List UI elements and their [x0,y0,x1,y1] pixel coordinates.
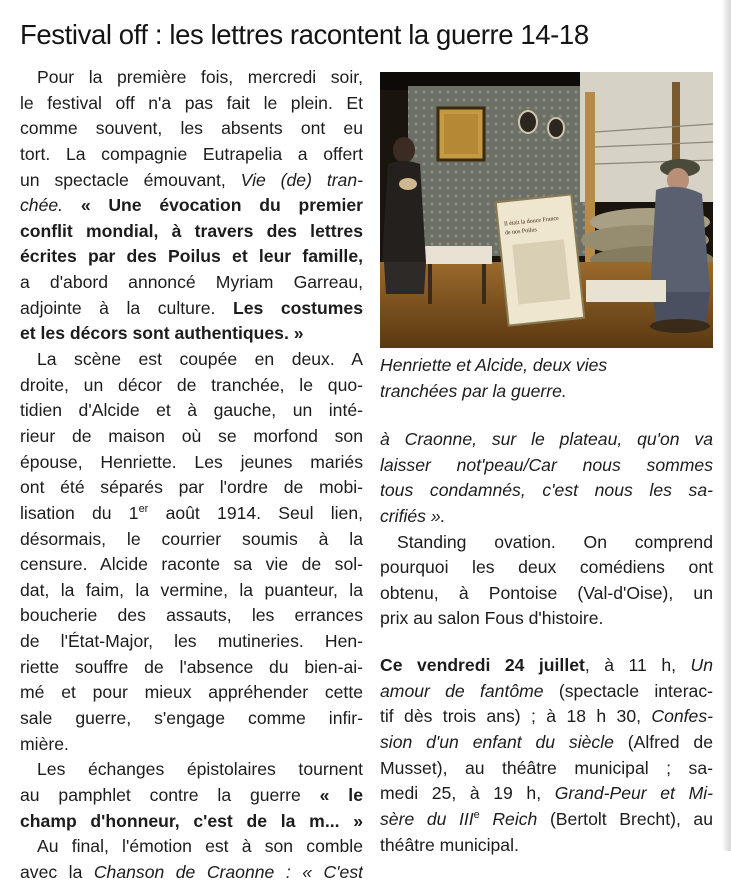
agenda-line: Ce vendredi 24 juillet, à 11 h, Un [380,655,713,676]
quote-line: tous condamnés, c'est nous les sa- [380,480,713,501]
body-line-bold: et les décors sont authentiques. » [20,323,304,344]
body-line: avec la Chanson de Craonne : « C'est [20,861,363,882]
body-line: un spectacle émouvant, Vie (de) tran- [20,169,363,190]
body-line: Standing ovation. On comprend [397,531,713,552]
body-line: tort. La compagnie Eutrapelia a offert [20,143,363,164]
body-line-bold: champ d'honneur, c'est de la m... » [20,810,363,831]
agenda-line: Musset), au théâtre municipal ; sa- [380,757,713,778]
body-line: chée. « Une évocation du premier [20,195,363,216]
stage-photo [380,72,713,348]
body-line: ont été séparés par l'ordre de mobi- [20,477,363,498]
body-line: censure. Alcide raconte sa vie de sol- [20,554,363,575]
poster-line: de nos Poilus [504,227,538,237]
left-column [20,65,363,886]
agenda-line: tif dès trois ans) ; à 18 h 30, Confes- [380,706,713,727]
body-line: au pamphlet contre la guerre « le [20,784,363,805]
body-line: rieur de maison où se morfond son [20,425,363,446]
agenda-line: sère du IIIe Reich (Bertolt Brecht), au [380,808,713,829]
article-headline: Festival off : les lettres racontent la guerre 14-18 [20,19,589,50]
quote-line: crifiés ». [380,505,446,526]
body-line: adjointe à la culture. Les costumes [20,297,363,318]
body-line: lisation du 1er août 1914. Seul lien, [20,502,363,523]
body-line: dat, la faim, la vermine, la puanteur, la [20,579,363,600]
quote-line: laisser not'peau/Car nous sommes [380,454,713,475]
body-line: obtenu, à Pontoise (Val-d'Oise), un [380,582,713,603]
body-line: boucherie des assauts, les errances [20,605,363,626]
agenda-line: sion d'un enfant du siècle (Alfred de [380,732,713,753]
body-line: mière. [20,733,69,754]
body-line: tidien d'Alcide et à gauche, un inté- [20,400,363,421]
body-line-bold: conflit mondial, à travers des lettres [20,220,363,241]
body-line: comme souvent, les absents ont eu [20,118,363,139]
body-line-bold: écrites par des Poilus et leur famille, [20,246,363,267]
body-line: prix au salon Fous d'histoire. [380,608,604,629]
agenda-line: théâtre municipal. [380,834,519,855]
body-line: le festival off n'a pas fait le plein. Et [20,92,363,113]
poster-board [496,194,585,325]
body-line: Pour la première fois, mercredi soir, [37,67,363,87]
body-line: a d'abord annoncé Myriam Garreau, [20,272,363,293]
body-line: La scène est coupée en deux. A [37,349,363,370]
body-line: Au final, l'émotion est à son comble [37,836,363,857]
caption-line: Henriette et Alcide, deux vies [380,355,608,375]
poster-line: Il était la douce France [503,215,560,228]
caption-line: tranchées par la guerre. [380,380,567,401]
agenda-line: amour de fantôme (spectacle interac- [380,680,713,701]
right-column [380,427,713,858]
body-line: droite, un décor de tranchée, le quo- [20,374,363,395]
agenda-line: medi 25, à 19 h, Grand-Peur et Mi- [380,783,713,804]
body-line: mé et pour mieux appréhender cette [20,682,363,703]
spacer [380,632,713,653]
quote-line: à Craonne, sur le plateau, qu'on va [380,429,713,449]
body-line: pourquoi les deux comédiens ont [380,557,713,578]
body-line: sale guerre, s'engage comme infir- [20,708,363,729]
body-line: riette souffre de l'absence du bien-ai- [20,656,363,677]
body-line: désormais, le courrier soumis à la [20,528,363,549]
page-edge-shadow [722,0,731,851]
body-line: Les échanges épistolaires tournent [37,759,363,780]
body-line: de l'État-Major, les mutineries. Hen- [20,631,363,652]
photo-caption [380,353,713,404]
body-line: épouse, Henriette. Les jeunes mariés [20,451,363,472]
